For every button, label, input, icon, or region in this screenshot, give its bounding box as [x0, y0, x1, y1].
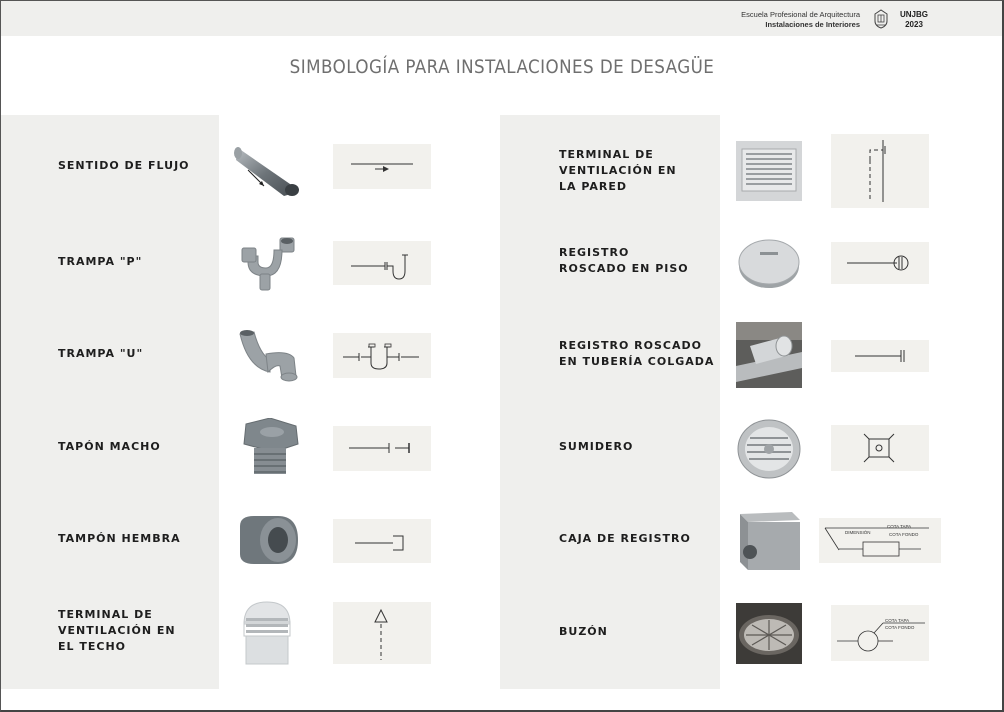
- pipe-photo-icon: [232, 140, 304, 200]
- label-u-trap: TRAMPA "U": [58, 347, 144, 360]
- label-female-plug: TAMPÓN HEMBRA: [58, 532, 181, 545]
- cota-fondo-annotation: COTA FONDO: [889, 532, 919, 537]
- school-name: Escuela Profesional de Arquitectura: [741, 10, 860, 19]
- course-name: Instalaciones de Interiores: [765, 20, 860, 29]
- male-plug-symbol-icon: [333, 426, 431, 471]
- manhole-cota-fondo: COTA FONDO: [885, 625, 915, 630]
- label-hanging-cleanout: REGISTRO ROSCADO EN TUBERÍA COLGADA: [559, 339, 715, 368]
- label-floor-cleanout: REGISTRO ROSCADO EN PISO: [559, 246, 689, 275]
- hanging-cleanout-symbol-icon: [831, 340, 929, 372]
- u-trap-photo-icon: [236, 328, 302, 384]
- roof-vent-symbol-icon: [333, 602, 431, 664]
- floor-drain-symbol-icon: [831, 425, 929, 471]
- manhole-symbol-icon: [831, 605, 929, 661]
- roof-vent-photo-icon: [240, 600, 294, 666]
- cota-tapa-annotation: COTA TAPA: [887, 524, 912, 529]
- manhole-cota-tapa: COTA TAPA: [885, 618, 910, 623]
- female-plug-photo-icon: [238, 512, 300, 568]
- flow-direction-symbol-icon: [333, 144, 431, 189]
- floor-drain-photo-icon: [736, 418, 802, 480]
- female-plug-symbol-icon: [333, 519, 431, 563]
- label-flow-direction: SENTIDO DE FLUJO: [58, 159, 190, 172]
- floor-cleanout-photo-icon: [736, 234, 802, 292]
- right-label-panel: [500, 115, 720, 689]
- label-p-trap: TRAMPA "P": [58, 255, 143, 268]
- floor-cleanout-symbol-icon: [831, 242, 929, 284]
- left-label-panel: [1, 115, 219, 689]
- dimension-annotation: DIMENSIÓN: [845, 530, 871, 535]
- inspection-box-symbol-icon: [819, 518, 941, 563]
- label-inspection-box: CAJA DE REGISTRO: [559, 532, 691, 545]
- header-university: [900, 10, 928, 30]
- header-bar: [1, 1, 1002, 36]
- manhole-photo-icon: [736, 603, 802, 664]
- label-roof-vent: TERMINAL DE VENTILACIÓN EN EL TECHO: [58, 608, 176, 653]
- label-floor-drain: SUMIDERO: [559, 440, 634, 453]
- university-seal-icon: [873, 9, 889, 29]
- male-plug-photo-icon: [238, 418, 302, 478]
- header-year: 2023: [905, 20, 923, 29]
- header-school-info: [741, 10, 860, 30]
- hanging-pipe-cleanout-photo-icon: [736, 322, 802, 388]
- p-trap-symbol-icon: [333, 241, 431, 285]
- university-name: UNJBG: [899, 10, 928, 19]
- page-title: SIMBOLOGÍA PARA INSTALACIONES DE DESAGÜE: [289, 56, 715, 78]
- label-wall-vent: TERMINAL DE VENTILACIÓN EN LA PARED: [559, 148, 677, 193]
- wall-vent-symbol-icon: [831, 134, 929, 208]
- label-male-plug: TAPÓN MACHO: [58, 440, 161, 453]
- inspection-box-photo-icon: [734, 508, 804, 572]
- label-manhole: BUZÓN: [559, 625, 608, 638]
- wall-vent-grille-photo-icon: [736, 141, 802, 201]
- u-trap-symbol-icon: [333, 333, 431, 378]
- p-trap-photo-icon: [236, 236, 300, 294]
